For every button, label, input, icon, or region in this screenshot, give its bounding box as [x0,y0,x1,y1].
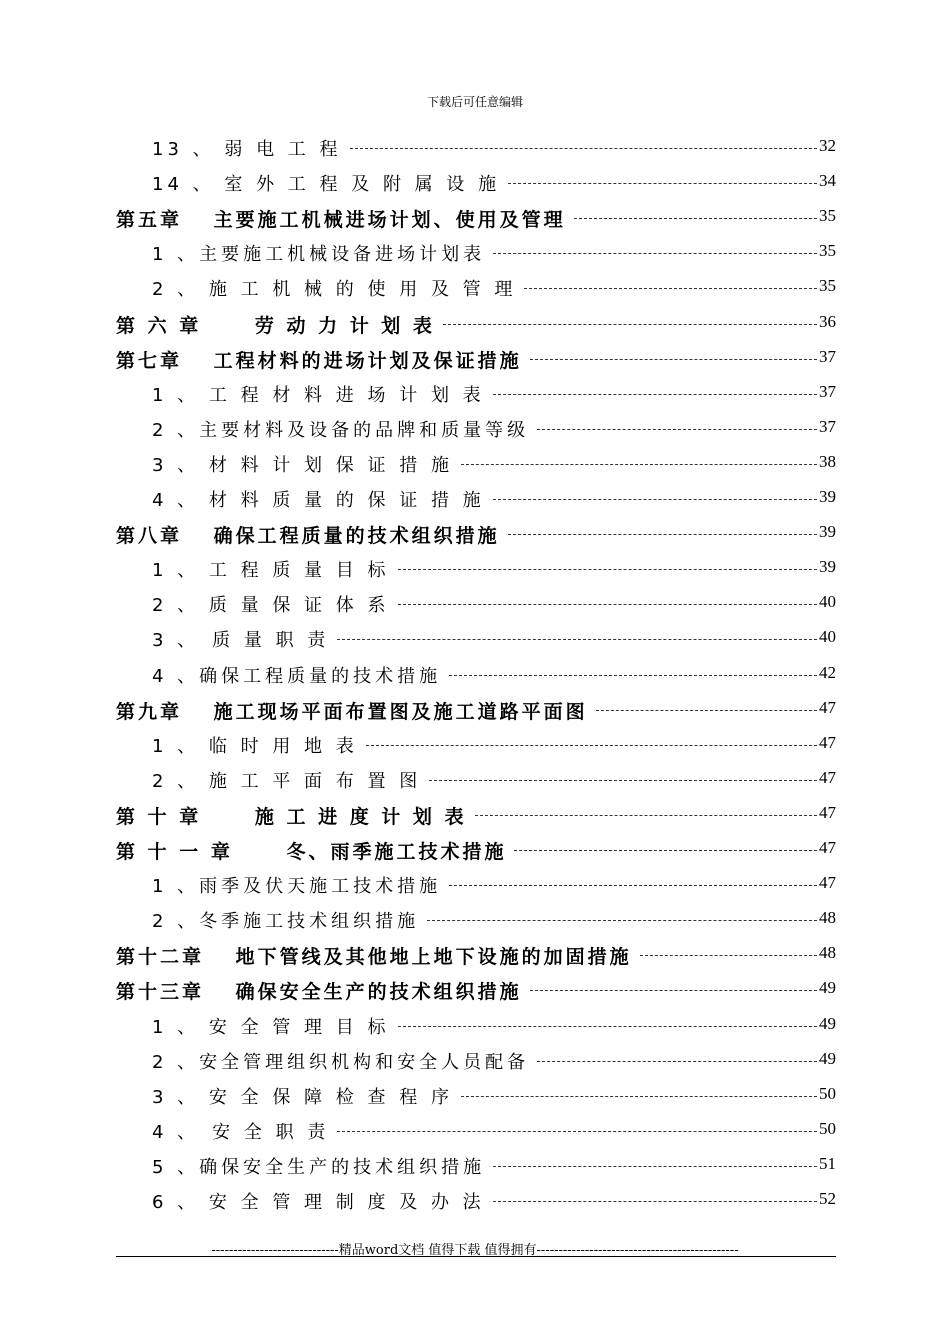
toc-section-row[interactable] [0,1149,950,1184]
toc-entry-label: 3 、 安 全 保 障 检 查 程 序 [152,1086,453,1108]
toc-entry-label: 2 、 施 工 平 面 布 置 图 [152,770,422,792]
toc-section-row[interactable] [0,482,950,517]
toc-entry-label: 1 、 安 全 管 理 目 标 [152,1016,390,1038]
toc-section-row[interactable] [0,412,950,447]
toc-page-number: 35 [819,206,836,226]
toc-entry-label: 2 、 质 量 保 证 体 系 [152,595,390,617]
toc-entry-label: 2 、主要材料及设备的品牌和质量等级 [152,419,530,441]
toc-chapter-row[interactable] [0,833,950,868]
toc-page-number: 42 [819,662,836,682]
toc-page-number: 49 [819,978,836,998]
toc-dot-leader [337,1131,817,1132]
toc-page-number: 47 [819,732,836,752]
toc-entry-label: 1 、雨季及伏天施工技术措施 [152,876,442,898]
toc-section-row[interactable] [0,236,950,271]
toc-section-row[interactable] [0,1044,950,1079]
toc-section-row[interactable] [0,552,950,587]
toc-dot-leader [508,534,817,535]
toc-page-number: 47 [819,838,836,857]
toc-section-row[interactable] [0,622,950,657]
toc-page-number: 51 [819,1153,836,1173]
toc-page-number: 47 [819,697,836,717]
toc-chapter-row[interactable] [0,798,950,833]
toc-page-number: 49 [819,1048,836,1068]
toc-dot-leader [443,324,817,325]
toc-entry-label: 第八章 确保工程质量的技术组织措施 [116,525,500,548]
toc-entry-label: 2 、 施 工 机 械 的 使 用 及 管 理 [152,279,517,301]
toc-dot-leader [461,464,817,465]
toc-page-number: 47 [819,767,836,787]
toc-page-number: 40 [819,627,836,647]
toc-page-number: 47 [819,802,836,822]
toc-dot-leader [640,955,817,956]
toc-section-row[interactable] [0,1079,950,1114]
toc-chapter-row[interactable] [0,307,950,342]
toc-page-number: 40 [819,592,836,612]
toc-dot-leader [493,499,817,500]
toc-dot-leader [449,675,817,676]
toc-entry-label: 2 、冬季施工技术组织措施 [152,911,420,933]
toc-page-number: 37 [819,346,836,366]
toc-section-row[interactable] [0,587,950,622]
toc-chapter-row[interactable] [0,938,950,973]
toc-page-number: 48 [819,943,836,963]
toc-dot-leader [398,569,817,570]
toc-section-row[interactable] [0,658,950,693]
toc-entry-label: 3 、 质 量 职 责 [152,630,330,652]
toc-dot-leader [493,394,817,395]
toc-page-number: 34 [819,171,836,191]
toc-dot-leader [475,815,817,816]
toc-page-number: 37 [819,416,836,436]
toc-dot-leader [350,148,817,149]
toc-entry-label: 4 、 材 料 质 量 的 保 证 措 施 [152,490,485,511]
toc-chapter-row[interactable] [0,342,950,377]
toc-section-row[interactable] [0,447,950,482]
toc-dot-leader [530,359,817,360]
toc-page-number: 39 [819,487,836,506]
toc-entry-label: 1 、 临 时 用 地 表 [152,735,358,757]
toc-dot-leader [514,850,817,851]
toc-dot-leader [461,1096,817,1097]
toc-section-row[interactable] [0,728,950,763]
toc-dot-leader [449,885,817,886]
toc-entry-label: 第十二章 地下管线及其他地上地下设施的加固措施 [116,946,632,969]
toc-section-row[interactable] [0,1009,950,1044]
toc-dot-leader [596,710,817,711]
toc-entry-label: 第 六 章 劳 动 力 计 划 表 [116,314,435,337]
toc-page-number: 47 [819,873,836,893]
toc-section-row[interactable] [0,1184,950,1219]
toc-page-number: 35 [819,276,836,296]
toc-section-row[interactable] [0,271,950,306]
toc-section-row[interactable] [0,903,950,938]
toc-entry-label: 第五章 主要施工机械进场计划、使用及管理 [116,209,566,232]
toc-page-number: 37 [819,381,836,401]
toc-section-row[interactable] [0,763,950,798]
toc-entry-label: 14 、 室 外 工 程 及 附 属 设 施 [152,174,501,196]
toc-entry-label: 4 、确保工程质量的技术措施 [152,665,442,687]
toc-entry-label: 第七章 工程材料的进场计划及保证措施 [116,349,522,372]
toc-section-row[interactable] [0,868,950,903]
toc-dot-leader [508,183,817,184]
toc-dot-leader [366,745,817,746]
footer-note: -----------------------------精品word文档 值得下载 值得拥有---------------------------------------------- [211,1243,739,1258]
toc-dot-leader [493,1166,817,1167]
toc-page-number: 49 [819,1013,836,1033]
toc-page-number: 50 [819,1118,836,1138]
toc-chapter-row[interactable] [0,201,950,236]
toc-entry-label: 1 、 工 程 质 量 目 标 [152,560,390,582]
toc-dot-leader [524,288,817,289]
toc-dot-leader [493,1201,817,1202]
toc-page-number: 52 [819,1189,836,1208]
toc-entry-label: 6 、 安 全 管 理 制 度 及 办 法 [152,1192,485,1213]
toc-entry-label: 第十三章 确保安全生产的技术组织措施 [116,981,522,1004]
toc-entry-label: 2 、安全管理组织机构和安全人员配备 [152,1051,530,1073]
toc-page-number: 39 [819,557,836,577]
toc-entry-label: 5 、确保安全生产的技术组织措施 [152,1156,486,1178]
toc-dot-leader [398,604,817,605]
toc-section-row[interactable] [0,131,950,166]
toc-dot-leader [530,990,817,991]
toc-chapter-row[interactable] [0,973,950,1008]
toc-dot-leader [537,1061,817,1062]
toc-entry-label: 第 十 章 施 工 进 度 计 划 表 [116,805,467,828]
toc-dot-leader [398,1026,817,1027]
toc-dot-leader [337,639,817,640]
toc-dot-leader [574,218,817,219]
toc-section-row[interactable] [0,166,950,201]
toc-entry-label: 3 、 材 料 计 划 保 证 措 施 [152,454,453,476]
toc-page-number: 48 [819,908,836,928]
toc-entry-label: 13 、 弱 电 工 程 [152,139,342,160]
toc-section-row[interactable] [0,1114,950,1149]
toc-page-number: 32 [819,136,836,155]
toc-dot-leader [427,920,817,921]
toc-entry-label: 1 、 工 程 材 料 进 场 计 划 表 [152,384,485,406]
toc-page-number: 35 [819,241,836,261]
toc-entry-label: 1 、主要施工机械设备进场计划表 [152,244,486,266]
toc-chapter-row[interactable] [0,693,950,728]
toc-dot-leader [429,780,817,781]
toc-entry-label: 第 十 一 章 冬、雨季施工技术措施 [116,841,507,863]
toc-page-number: 39 [819,522,836,542]
toc-page-number: 36 [819,311,836,331]
toc-section-row[interactable] [0,377,950,412]
toc-entry-label: 4 、 安 全 职 责 [152,1121,330,1143]
toc-chapter-row[interactable] [0,517,950,552]
toc-entry-label: 第九章 施工现场平面布置图及施工道路平面图 [116,700,588,723]
header-note: 下载后可任意编辑 [426,95,523,109]
toc-dot-leader [493,253,817,254]
toc-page-number: 50 [819,1083,836,1103]
toc-dot-leader [537,429,817,430]
toc-page-number: 38 [819,451,836,471]
